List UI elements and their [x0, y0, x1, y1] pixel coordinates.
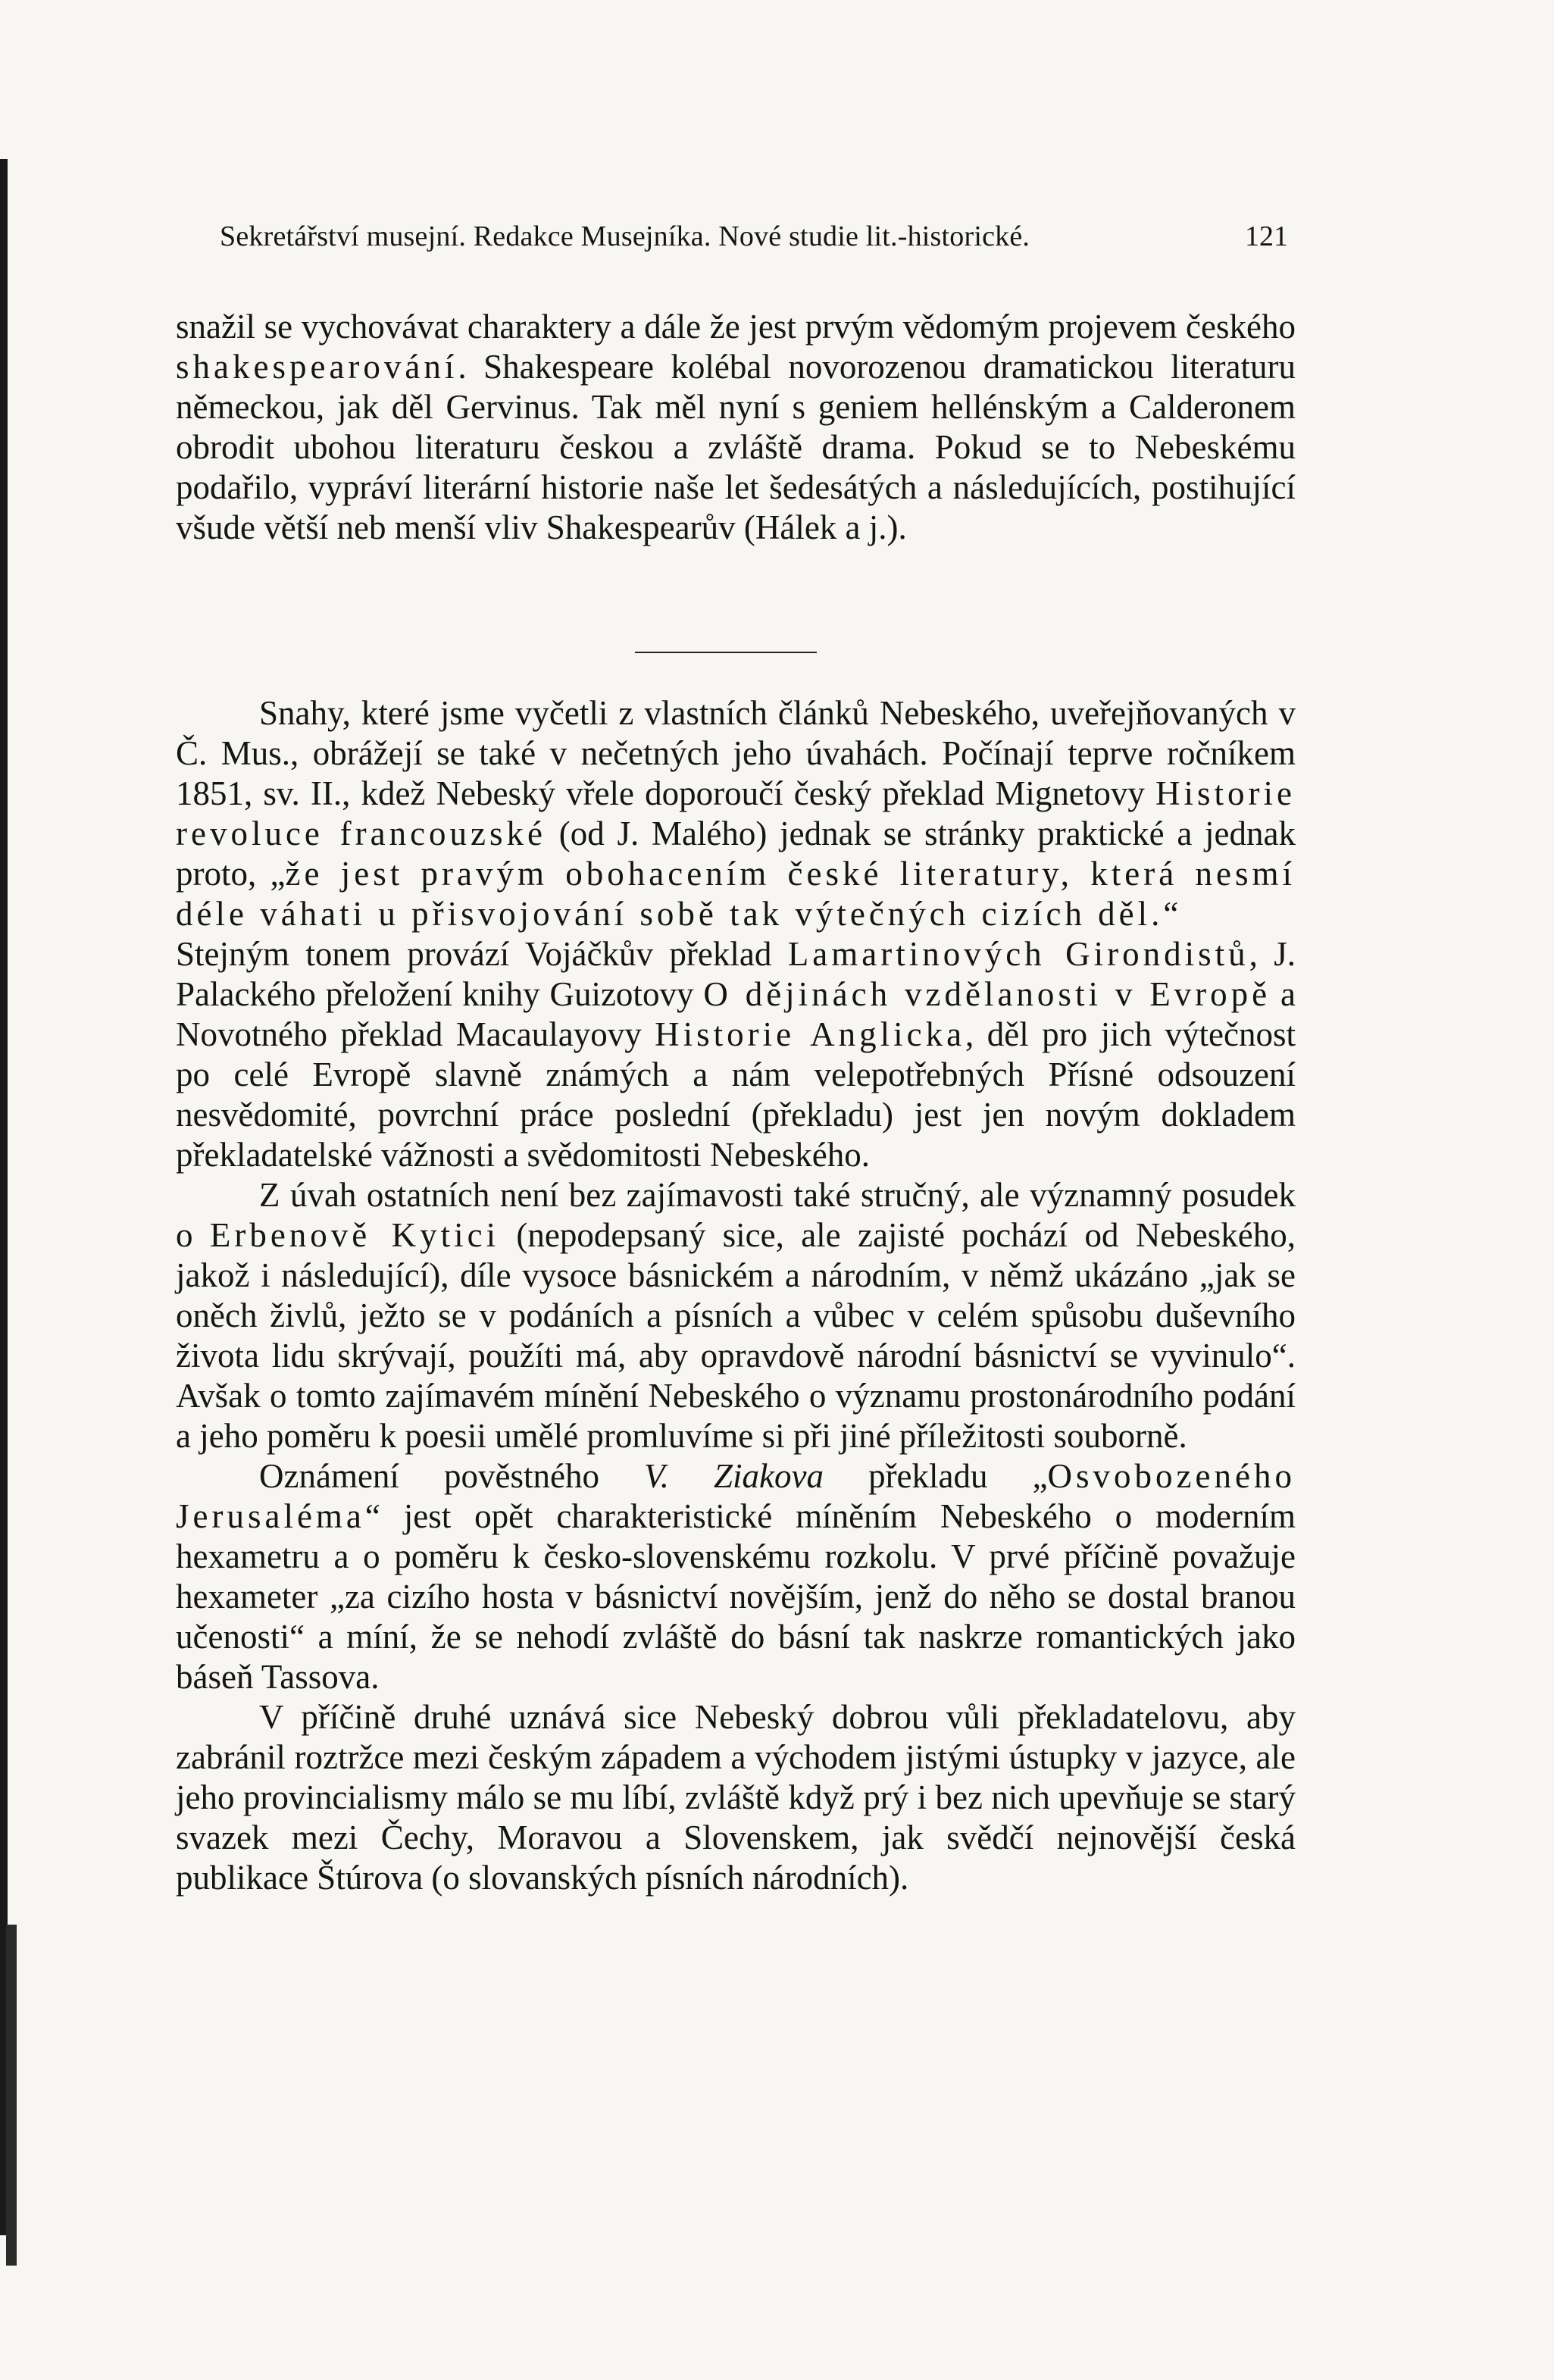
text-block-continuation — [176, 307, 1296, 548]
paragraph: Z úvah ostatních není bez zajímavosti také stručný, ale významný posudek o Erbenově Kytici (nepodepsaný sice, ale zajisté pochází od Nebeského, jakož i následující), díle vysoce básnickém a národním, v němž ukázáno „jak se oněch živlů, ježto se v podáních a písních a vůbec v celém spůsobu duševního života lidu skrývají, použíti má, aby opravdově národní básnictví se vyvinulo“. Avšak o tomto zajímavém mínění Nebeského o významu prostonárodního podání a jeho poměru k poesii umělé promluvíme si při jiné příležitosti souborně. — [176, 1176, 1296, 1455]
spaced-title: Historie revoluce francouzské — [176, 774, 1296, 852]
spaced-title: O dějinách vzdělanosti v Evropě — [703, 975, 1271, 1013]
text-block-reviews — [176, 693, 1296, 1898]
paragraph: snažil se vychovávat charaktery a dále že jest prvým vědomým projevem českého shakespearování. Shakespeare kolébal novorozenou dramatickou literaturu německou, jak děl Gervinus. Tak měl nyní s geniem hellénským a Calderonem obrodit ubohou literaturu českou a zvláště drama. Pokud se to Nebeskému podařilo, vypráví literární historie naše let šedesátých a následujících, postihující všude větší neb menší vliv Shakespearův (Hálek a j.). — [176, 308, 1296, 546]
section-divider — [635, 652, 817, 653]
spaced-title: Erbenově Kytici — [209, 1216, 500, 1254]
paragraph: Snahy, které jsme vyčetli z vlastních článků Nebeského, uveřejňovaných v Č. Mus., obrážejí se také v nečetných jeho úvahách. Počínají teprve ročníkem 1851, sv. II., kdež Nebeský vřele doporoučí český překlad Mignetovy Historie revoluce francouzské (od J. Malého) jednak se stránky praktické a jednak proto, „že jest pravým obohacením české literatury, která nesmí déle váhati u přisvojování sobě tak výtečných cizích děl.“ — [176, 694, 1296, 933]
scan-binding-edge — [0, 159, 8, 2235]
italic-name: V. Ziakova — [644, 1457, 824, 1495]
page-number: 121 — [1245, 220, 1288, 252]
running-title: Sekretářství musejní. Redakce Musejníka. Nové studie lit.-historické. — [220, 220, 1030, 252]
spaced-term: shakespearování — [176, 348, 458, 386]
spaced-title: Historie Anglicka — [655, 1015, 966, 1053]
spaced-title: Osvobozeného Jerusaléma — [176, 1457, 1296, 1535]
paragraph: V příčině druhé uznává sice Nebeský dobrou vůli překladatelovu, aby zabránil roztržce mezi českým západem a východem jistými ústupky v jazyce, ale jeho provincialismy málo se mu líbí, zvláště když prý i bez nich upevňuje se starý svazek mezi Čechy, Moravou a Slovenskem, jak svědčí nejnovější česká publikace Štúrova (o slovanských písních národních). — [176, 1698, 1296, 1897]
spaced-title: Lamartinových Girondistů — [787, 935, 1249, 973]
paragraph: Oznámení pověstného V. Ziakova překladu „Osvobozeného Jerusaléma“ jest opět charakteristické míněním Nebeského o moderním hexametru a o poměru k česko-slovenskému rozkolu. V prvé příčině považuje hexameter „za cizího hosta v básnictví novějším, jenž do něho se dostal branou učenosti“ a míní, že se nehodí zvláště do básní tak naskrze romantických jako báseň Tassova. — [176, 1457, 1296, 1696]
spaced-quote: že jest pravým obohacením české literatury, která nesmí déle váhati u přisvojování sobě tak výtečných cizích děl. — [176, 855, 1296, 933]
paragraph: Stejným tonem provází Vojáčkův překlad Lamartinových Girondistů, J. Palackého přeložení knihy Guizotovy O dějinách vzdělanosti v Evropě a Novotného překlad Macaulayovy Historie Anglicka, děl pro jich výtečnost po celé Evropě slavně známých a nám velepotřebných Přísné odsouzení nesvědomité, povrchní práce poslední (překladu) jest jen novým dokladem překladatelské vážnosti a svědomitosti Nebeského. — [176, 935, 1296, 1174]
scan-binding-edge-lower — [6, 1925, 17, 2266]
